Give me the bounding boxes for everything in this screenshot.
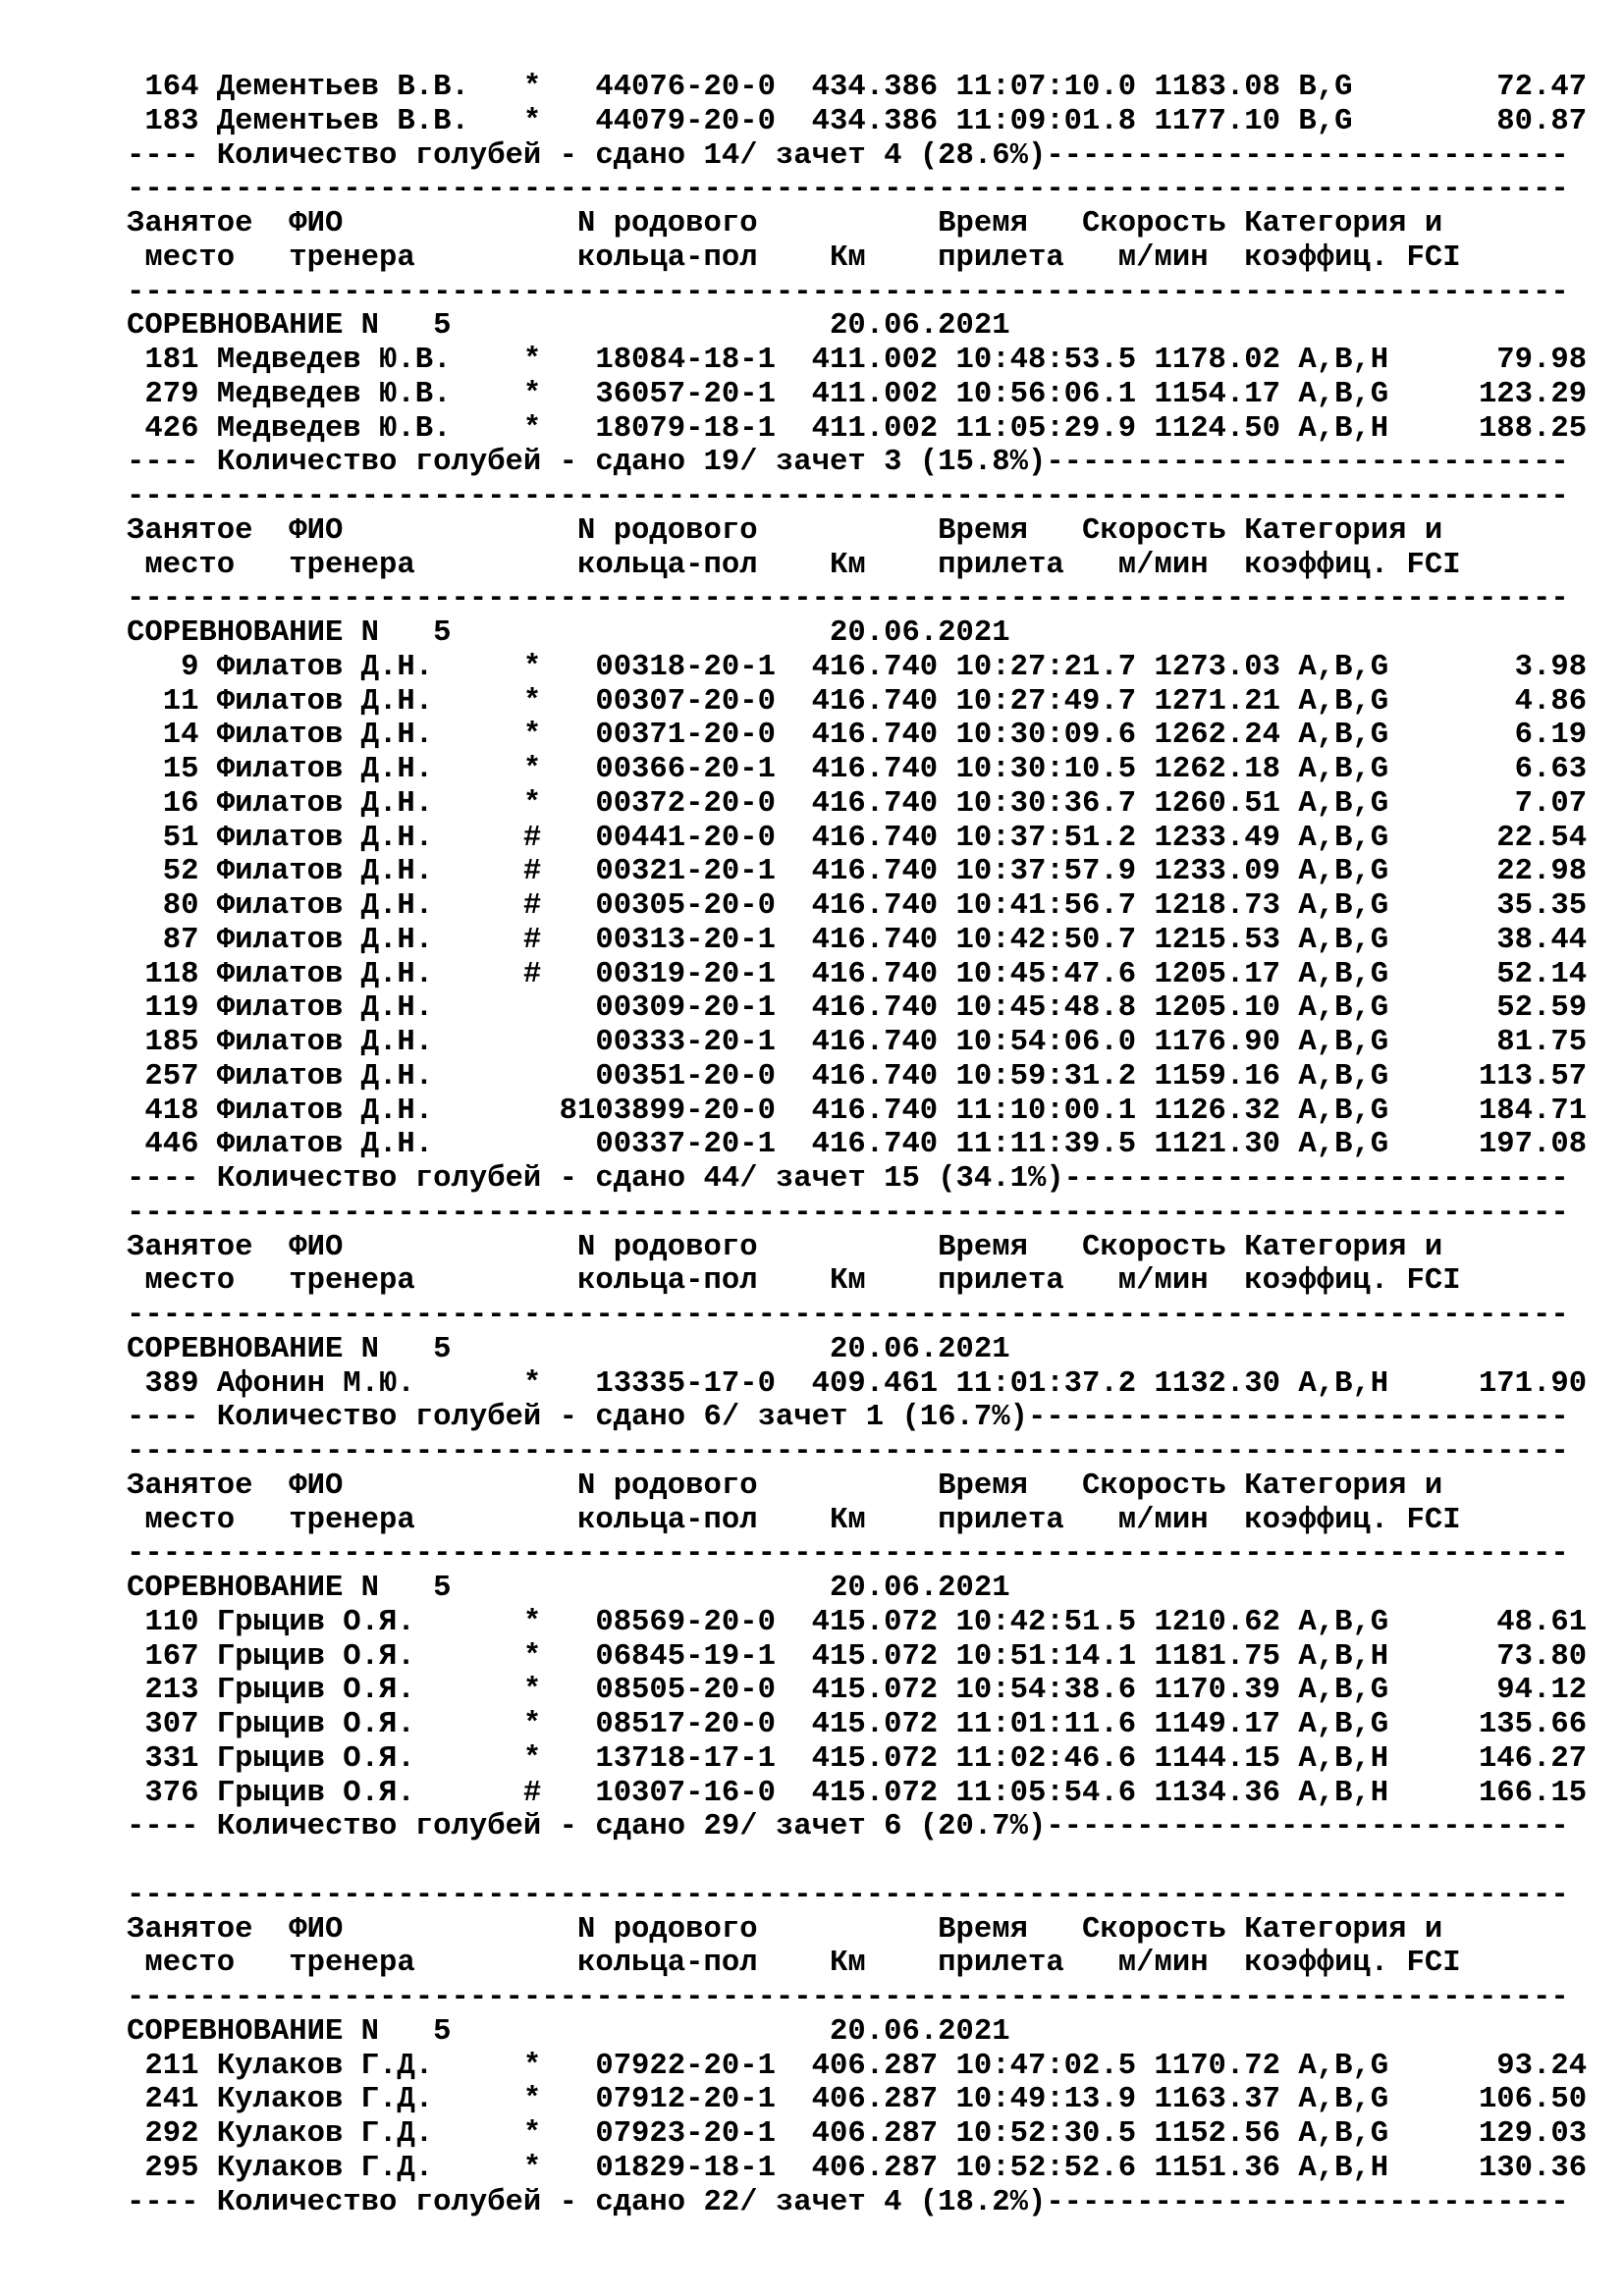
result-row: 241 Кулаков Г.Д. * 07912-20-1 406.287 10:49:13.9 1163.37 A,B,G 106.50	[127, 2083, 1588, 2117]
result-row: 15 Филатов Д.Н. * 00366-20-1 416.740 10:30:10.5 1262.18 A,B,G 6.63	[127, 753, 1588, 786]
result-row: 389 Афонин М.Ю. * 13335-17-0 409.461 11:01:37.2 1132.30 A,B,H 171.90	[127, 1366, 1588, 1401]
result-row: 14 Филатов Д.Н. * 00371-20-0 416.740 10:30:09.6 1262.24 A,B,G 6.19	[127, 719, 1588, 753]
result-row: 52 Филатов Д.Н. # 00321-20-1 416.740 10:37:57.9 1233.09 A,B,G 22.98	[127, 855, 1588, 889]
result-row: 376 Грыцив О.Я. # 10307-16-0 415.072 11:05:54.6 1134.36 A,B,H 166.15	[127, 1776, 1588, 1810]
separator-line: --------------------------------------------------------------------------------	[127, 275, 1569, 309]
column-header: место тренера кольца-пол Км прилета м/мин коэффиц. FCI	[127, 1503, 1461, 1537]
result-row: 185 Филатов Д.Н. 00333-20-1 416.740 10:54:06.0 1176.90 A,B,G 81.75	[127, 1026, 1588, 1059]
separator-line: --------------------------------------------------------------------------------	[127, 173, 1569, 207]
summary-line: ---- Количество голубей - сдано 19/ зачет 3 (15.8%)-----------------------------	[127, 446, 1569, 480]
result-row: 11 Филатов Д.Н. * 00307-20-0 416.740 10:27:49.7 1271.21 A,B,G 4.86	[127, 684, 1588, 719]
separator-line: --------------------------------------------------------------------------------	[127, 480, 1569, 513]
separator-line: --------------------------------------------------------------------------------	[127, 1981, 1569, 2014]
summary-line: ---- Количество голубей - сдано 29/ зачет 6 (20.7%)-----------------------------	[127, 1810, 1569, 1844]
result-row: 295 Кулаков Г.Д. * 01829-18-1 406.287 10:52:52.6 1151.36 A,B,H 130.36	[127, 2151, 1588, 2185]
competition-title: СОРЕВНОВАНИЕ N 5 20.06.2021	[127, 1572, 1010, 1605]
column-header: место тренера кольца-пол Км прилета м/мин коэффиц. FCI	[127, 548, 1461, 582]
separator-line: --------------------------------------------------------------------------------	[127, 1299, 1569, 1332]
results-printout	[127, 71, 1587, 2219]
result-row: 9 Филатов Д.Н. * 00318-20-1 416.740 10:27:21.7 1273.03 A,B,G 3.98	[127, 650, 1588, 684]
result-row: 418 Филатов Д.Н. 8103899-20-0 416.740 11:10:00.1 1126.32 A,B,G 184.71	[127, 1094, 1588, 1128]
result-row: 211 Кулаков Г.Д. * 07922-20-1 406.287 10:47:02.5 1170.72 A,B,G 93.24	[127, 2049, 1588, 2083]
competition-title: СОРЕВНОВАНИЕ N 5 20.06.2021	[127, 309, 1010, 344]
result-row: 257 Филатов Д.Н. 00351-20-0 416.740 10:59:31.2 1159.16 A,B,G 113.57	[127, 1059, 1588, 1094]
result-row: 164 Дементьев В.В. * 44076-20-0 434.386 11:07:10.0 1183.08 B,G 72.47	[127, 71, 1588, 104]
summary-line: ---- Количество голубей - сдано 14/ зачет 4 (28.6%)-----------------------------	[127, 138, 1569, 173]
competition-title: СОРЕВНОВАНИЕ N 5 20.06.2021	[127, 616, 1010, 650]
result-row: 110 Грыцив О.Я. * 08569-20-0 415.072 10:42:51.5 1210.62 A,B,G 48.61	[127, 1605, 1588, 1639]
result-row: 279 Медведев Ю.В. * 36057-20-1 411.002 10:56:06.1 1154.17 A,B,G 123.29	[127, 377, 1588, 411]
result-row: 331 Грыцив О.Я. * 13718-17-1 415.072 11:02:46.6 1144.15 A,B,H 146.27	[127, 1741, 1588, 1776]
result-row: 80 Филатов Д.Н. # 00305-20-0 416.740 10:41:56.7 1218.73 A,B,G 35.35	[127, 889, 1588, 923]
summary-line: ---- Количество голубей - сдано 22/ зачет 4 (18.2%)-----------------------------	[127, 2185, 1569, 2219]
result-row: 181 Медведев Ю.В. * 18084-18-1 411.002 10:48:53.5 1178.02 A,B,H 79.98	[127, 344, 1588, 377]
competition-title: СОРЕВНОВАНИЕ N 5 20.06.2021	[127, 2014, 1010, 2049]
column-header: место тренера кольца-пол Км прилета м/мин коэффиц. FCI	[127, 1947, 1461, 1981]
result-row: 87 Филатов Д.Н. # 00313-20-1 416.740 10:42:50.7 1215.53 A,B,G 38.44	[127, 923, 1588, 957]
separator-line: --------------------------------------------------------------------------------	[127, 1435, 1569, 1468]
result-row: 426 Медведев Ю.В. * 18079-18-1 411.002 11:05:29.9 1124.50 A,B,H 188.25	[127, 411, 1588, 446]
result-row: 446 Филатов Д.Н. 00337-20-1 416.740 11:11:39.5 1121.30 A,B,G 197.08	[127, 1128, 1588, 1162]
result-row: 307 Грыцив О.Я. * 08517-20-0 415.072 11:01:11.6 1149.17 A,B,G 135.66	[127, 1708, 1588, 1741]
column-header: Занятое ФИО N родового Время Скорость Категория и	[127, 1230, 1443, 1264]
result-row: 51 Филатов Д.Н. # 00441-20-0 416.740 10:37:51.2 1233.49 A,B,G 22.54	[127, 821, 1588, 855]
column-header: Занятое ФИО N родового Время Скорость Категория и	[127, 207, 1443, 240]
column-header: Занятое ФИО N родового Время Скорость Категория и	[127, 513, 1443, 548]
separator-line: --------------------------------------------------------------------------------	[127, 582, 1569, 616]
result-row: 118 Филатов Д.Н. # 00319-20-1 416.740 10:45:47.6 1205.17 A,B,G 52.14	[127, 957, 1588, 991]
separator-line: --------------------------------------------------------------------------------	[127, 1196, 1569, 1230]
column-header: Занятое ФИО N родового Время Скорость Категория и	[127, 1912, 1443, 1947]
result-row: 292 Кулаков Г.Д. * 07923-20-1 406.287 10:52:30.5 1152.56 A,B,G 129.03	[127, 2117, 1588, 2151]
column-header: место тренера кольца-пол Км прилета м/мин коэффиц. FCI	[127, 1264, 1461, 1299]
summary-line: ---- Количество голубей - сдано 6/ зачет 1 (16.7%)------------------------------	[127, 1401, 1569, 1435]
result-row: 167 Грыцив О.Я. * 06845-19-1 415.072 10:51:14.1 1181.75 A,B,H 73.80	[127, 1639, 1588, 1674]
competition-title: СОРЕВНОВАНИЕ N 5 20.06.2021	[127, 1332, 1010, 1366]
separator-line: --------------------------------------------------------------------------------	[127, 1537, 1569, 1572]
result-row: 16 Филатов Д.Н. * 00372-20-0 416.740 10:30:36.7 1260.51 A,B,G 7.07	[127, 786, 1588, 821]
summary-line: ---- Количество голубей - сдано 44/ зачет 15 (34.1%)----------------------------	[127, 1162, 1569, 1196]
result-row: 213 Грыцив О.Я. * 08505-20-0 415.072 10:54:38.6 1170.39 A,B,G 94.12	[127, 1674, 1588, 1708]
column-header: место тренера кольца-пол Км прилета м/мин коэффиц. FCI	[127, 240, 1461, 275]
blank-line	[127, 1844, 1587, 1879]
result-row: 119 Филатов Д.Н. 00309-20-1 416.740 10:45:48.8 1205.10 A,B,G 52.59	[127, 991, 1588, 1026]
result-row: 183 Дементьев В.В. * 44079-20-0 434.386 11:09:01.8 1177.10 B,G 80.87	[127, 104, 1588, 138]
column-header: Занятое ФИО N родового Время Скорость Категория и	[127, 1468, 1443, 1503]
separator-line: --------------------------------------------------------------------------------	[127, 1878, 1569, 1912]
